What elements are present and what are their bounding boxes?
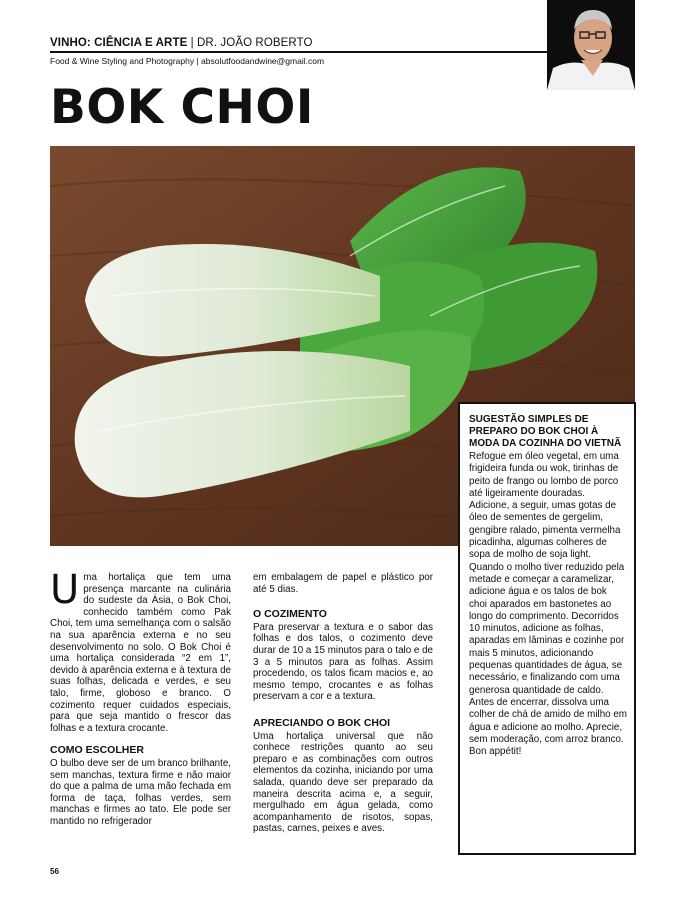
section-title xyxy=(50,37,313,49)
how-to-choose-continued: em embalagem de papel e plástico por até 5 dias. xyxy=(253,572,433,595)
recipe-text: Refogue em óleo vegetal, em uma frigideira funda ou wok, tirinhas de peito de frango ou lombo de porco até ligeiramente douradas. Adicione, a seguir, umas gotas de óleo de sementes de gergelim, gengibre ralado, pimenta vermelha picadinha, algumas colheres de sopa de molho de soja light. Quando o molho tiver reduzido pela metade e começar a caramelizar, adicione água e os talos de bok choi aparados em bastonetes ao longo do comprimento. Decorridos 10 minutos, adicione as folhas, aparadas em lâminas e cozinhe por mais 5 minutos, adicionando pequenas quantidades de água, se necessário, e finalizando com uma generosa quantidade de caldo. Antes de encerrar, dissolva uma colher de chá de amido de milho em água e adicione ao molho. Aprecie, sem moderação, com arroz branco. Bon appétit! xyxy=(469,451,627,758)
recipe-sidebar xyxy=(458,402,636,855)
cooking-text: Para preservar a textura e o sabor das folhas e dos talos, o cozimento deve durar de 10 a 15 minutos para o talo e de 3 a 5 minutos para as folhas. Assim procedendo, os talos ficam macios e, ao mesmo tempo, crocantes e as folhas preservam a cor e a textura. xyxy=(253,621,433,703)
header-subtitle: Food & Wine Styling and Photography | absolutfoodandwine@gmail.com xyxy=(50,56,325,66)
section-name: VINHO: CIÊNCIA E ARTE xyxy=(50,37,188,49)
author-portrait-image xyxy=(547,0,635,90)
header-divider xyxy=(50,51,547,53)
enjoying-heading: APRECIANDO O BOK CHOI xyxy=(253,716,391,729)
how-to-choose-heading: COMO ESCOLHER xyxy=(50,744,144,757)
enjoying-text: Uma hortaliça universal que não conhece restrições quanto ao seu preparo e as combinações com outros elementos da cozinha, iniciando por uma salada, quando deve ser preparado da maneira descrita acima e, a seguir, mergulhado em água gelada, como acompanhamento de risotos, sopas, pastas, carnes, peixes e aves. xyxy=(253,730,433,835)
cooking-heading: O COZIMENTO xyxy=(253,608,327,621)
article-column-1 xyxy=(50,567,231,827)
author-photo xyxy=(547,0,635,90)
page-title: BOK CHOI xyxy=(50,80,314,135)
how-to-choose-text: O bulbo deve ser de um branco brilhante, sem manchas, textura firme e não maior do que a palma de uma mão fechada em forma de taça, folhas verdes, sem manchas e firmes ao tato. Ele pode ser mantido no refrigerador xyxy=(50,757,231,827)
article-column-2 xyxy=(253,572,433,835)
drop-cap: U xyxy=(50,567,80,613)
intro-text: ma hortaliça que tem uma presença marcante na culinária do sudeste da Ásia, o Bok Choi, conhecido também como Pak Choi, tem uma semelhança com o salsão na sua aparência externa e no seu desenvolvimento no solo. O Bok Choi é uma hortaliça considerada “2 em 1”, devido à aparência externa e à textura de suas folhas, delicada e verdes, e seu talo, firme, globoso e branco. O cozimento requer cuidados especiais, para que seja mantido o frescor das folhas e a textura crocante. xyxy=(50,572,231,734)
page-number: 56 xyxy=(50,867,59,876)
intro-paragraph xyxy=(50,567,231,734)
title-separator: | xyxy=(187,37,198,49)
author-name: DR. JOÃO ROBERTO xyxy=(197,37,313,49)
recipe-heading: SUGESTÃO SIMPLES DE PREPARO DO BOK CHOI À MODA DA COZINHA DO VIETNÃ xyxy=(469,414,622,449)
